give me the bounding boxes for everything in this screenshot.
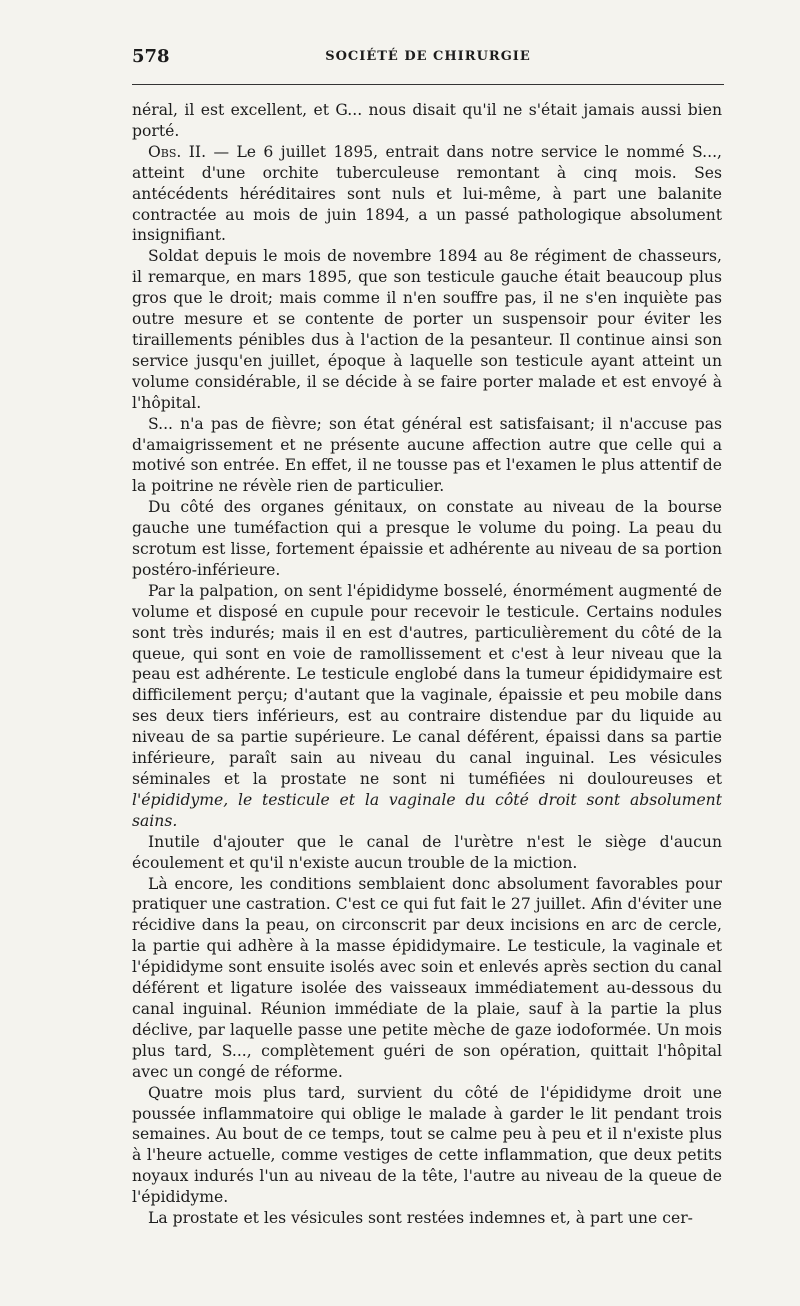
paragraph: Là encore, les conditions semblaient donc absolument favorables pour pratiquer une castration. C'est ce qui fut fait le 27 juillet. Afin d'éviter une récidive dans la peau, on circonscrit par deux incisions en arc de cercle, la partie qui adhère à la masse épididymaire. Le testicule, la vaginale et l'épididyme sont ensuite isolés avec soin et enlevés après section du canal déférent et ligature isolée des vaisseaux immédiatement au-dessous du canal inguinal. Réunion immédiate de la plaie, sauf à la partie la plus déclive, par laquelle passe une petite mèche de gaze iodoformée. Un mois plus tard, S..., complètement guéri de son opération, quittait l'hôpital avec un congé de réforme. [132,874,722,1081]
paragraph: Du côté des organes génitaux, on constate au niveau de la bourse gauche une tuméfaction qui a presque le volume du poing. La peau du scrotum est lisse, fortement épaissie et adhérente au niveau de sa portion postéro-inférieure. [132,498,722,579]
paragraph-observation: Obs. II. — Le 6 juillet 1895, entrait dans notre service le nommé S..., atteint d'une orchite tuberculeuse remontant à cinq mois. Ses antécédents héréditaires sont nuls et lui-même, à part une balanite contractée au mois de juin 1894, a un passé pathologique absolument insignifiant. [132,142,723,245]
running-head: SOCIÉTÉ DE CHIRURGIE [325,49,531,64]
body-text [132,100,722,1229]
paragraph: Inutile d'ajouter que le canal de l'urètre n'est le siège d'aucun écoulement et qu'il n'existe aucun trouble de la miction. [132,832,722,872]
paragraph-continuation: néral, il est excellent, et G... nous disait qu'il ne s'était jamais aussi bien porté. [132,101,722,140]
header-rule [132,84,724,85]
paragraph: La prostate et les vésicules sont restées indemnes et, à part une cer- [148,1209,693,1228]
paragraph: S... n'a pas de fièvre; son état général est satisfaisant; il n'accuse pas d'amaigrissement et ne présente aucune affection autre que celle qui a motivé son entrée. En effet, il ne tousse pas et l'examen le plus attentif de la poitrine ne révèle rien de particulier. [132,414,722,496]
page-number: 578 [132,46,170,67]
observation-label: Obs. II. [148,142,207,161]
italic-phrase: l'épididyme, le testicule et la vaginale du côté droit sont absolument sains. [132,790,722,830]
paragraph: Quatre mois plus tard, survient du côté de l'épididyme droit une poussée inflammatoire qui oblige le malade à garder le lit pendant trois semaines. Au bout de ce temps, tout se calme peu à peu et il n'existe plus à l'heure actuelle, comme vestiges de cette inflammation, que deux petits noyaux indurés l'un au niveau de la tête, l'autre au niveau de la queue de l'épididyme. [132,1083,722,1207]
paragraph: Soldat depuis le mois de novembre 1894 au 8e régiment de chasseurs, il remarque, en mars 1895, que son testicule gauche était beaucoup plus gros que le droit; mais comme il n'en souffre pas, il ne s'en inquiète pas outre mesure et se contente de porter un suspensoir pour éviter les tiraillements pénibles dus à l'action de la pesanteur. Il continue ainsi son service jusqu'en juillet, époque à laquelle son testicule ayant atteint un volume considérable, il se décide à se faire porter malade et est envoyé à l'hôpital. [132,247,722,412]
paragraph: Par la palpation, on sent l'épididyme bosselé, énormément augmenté de volume et disposé en cupule pour recevoir le testicule. Certains nodules sont très indurés; mais il en est d'autres, particulièrement du côté de la queue, qui sont en voie de ramollissement et c'est à leur niveau que la peau est adhérente. Le testicule englobé dans la tumeur épididymaire est difficilement perçu; d'autant que la vaginale, épaissie et peu mobile dans ses deux tiers inférieurs, est au contraire distendue par du liquide au niveau de sa partie supérieure. Le canal déférent, épaissi dans sa partie inférieure, paraît sain au niveau du canal inguinal. Les vésicules séminales et la prostate ne sont ni tuméfiées ni douloureuses et l'épididyme, le testicule et la vaginale du côté droit sont absolument sains. [132,581,722,830]
page-header [132,44,724,74]
